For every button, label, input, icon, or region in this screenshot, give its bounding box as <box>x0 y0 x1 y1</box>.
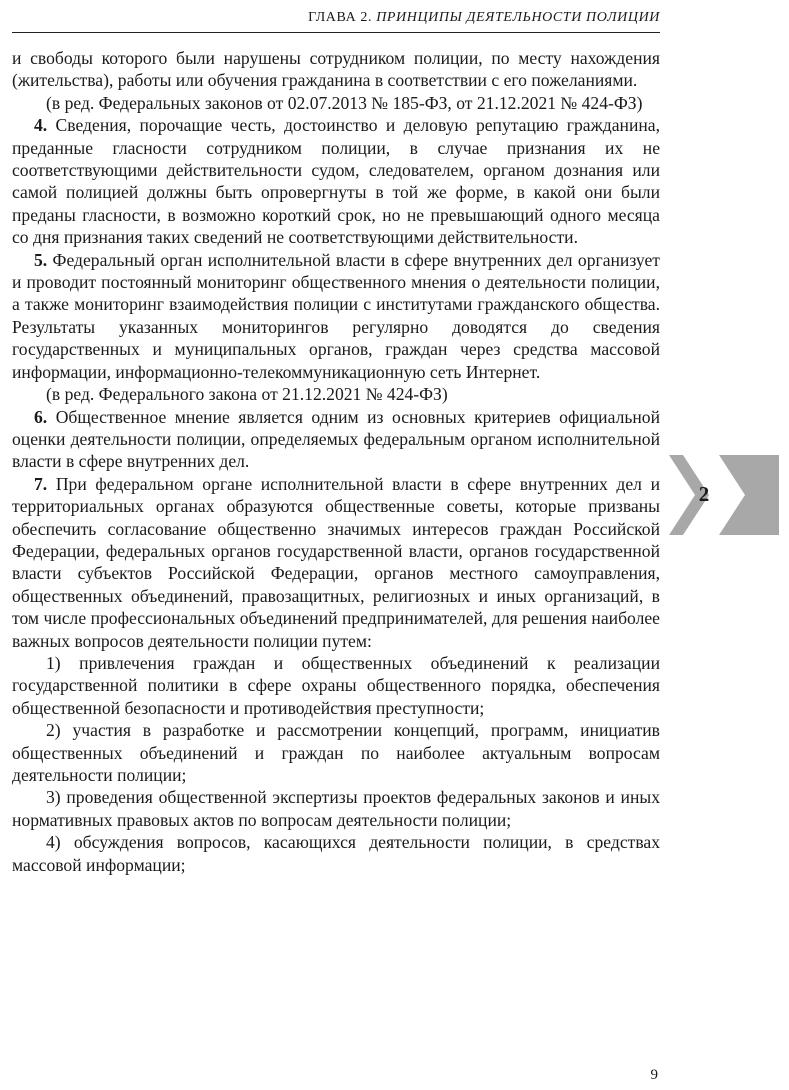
header-chapter: ГЛАВА 2. <box>308 10 373 25</box>
clause-5-text: Федеральный орган исполнительной власти в сфере внутренних дел организует и проводит постоянный мониторинг общественного мнения о деятельности полиции, а также мониторинг взаимодействия полиции с институтами гражданского общества. Результаты указанных мониторингов регулярно доводятся до сведения государственных и муниципальных органов, граждан через средства массовой информации, информационно-телекоммуникационную сеть Интернет. <box>12 249 660 382</box>
chapter-tab-block <box>719 455 779 535</box>
clause-4 <box>12 114 660 248</box>
list-item: 4) обсуждения вопросов, касающихся деятельности полиции, в средствах массовой информации; <box>12 832 660 875</box>
amendment-note: (в ред. Федеральных законов от 02.07.2013 № 185-ФЗ, от 21.12.2021 № 424-ФЗ) <box>46 92 643 113</box>
clause-6 <box>12 406 660 473</box>
clause-6-number: 6. <box>34 406 48 427</box>
clause-5-number: 5. <box>34 249 48 270</box>
list-item: 3) проведения общественной экспертизы проектов федеральных законов и иных нормативных правовых актов по вопросам деятельности полиции; <box>12 787 660 830</box>
clause-7-text: При федеральном органе исполнительной власти в сфере внутренних дел и территориальных органах образуются общественные советы, которые призваны обеспечить согласование общественно значимых интересов граждан Российской Федерации, федеральных органов государственной власти, органов государственной власти субъектов Российской Федерации, органов местного самоуправления, общественных объединений, правозащитных, религиозных и иных организаций, в том числе профессиональных объединений предпринимателей, для решения наиболее важных вопросов деятельности полиции путем: <box>12 473 660 651</box>
page-body <box>12 47 660 876</box>
clause-5 <box>12 249 660 383</box>
page-number: 9 <box>650 1067 658 1083</box>
paragraph-continuation: и свободы которого были нарушены сотрудником полиции, по месту нахождения (жительства), работы или обучения гражданина в соответствии с его пожеланиями. <box>12 48 660 91</box>
chapter-tab <box>669 455 779 535</box>
amendment-note: (в ред. Федерального закона от 21.12.2021 № 424-ФЗ) <box>46 384 448 405</box>
list-item: 2) участия в разработке и рассмотрении концепций, программ, инициатив общественных объединений и граждан по наиболее актуальным вопросам деятельности полиции; <box>12 720 660 785</box>
clause-4-number: 4. <box>34 115 48 136</box>
header-chapter-title: ПРИНЦИПЫ ДЕЯТЕЛЬНОСТИ ПОЛИЦИИ <box>376 10 660 25</box>
running-header <box>12 8 660 33</box>
chapter-tab-number: 2 <box>698 482 710 506</box>
clause-4-text: Сведения, порочащие честь, достоинство и деловую репутацию гражданина, преданные гласности сотрудником полиции, в случае признания их не соответствующими действительности судом, следователем, органом дознания или самой полицией должны быть опровергнуты в той же форме, в какой они были преданы гласности, в возможно короткий срок, но не превышающий одного месяца со дня признания таких сведений не соответствующими действительности. <box>12 115 660 248</box>
clause-7 <box>12 473 660 652</box>
clause-7-number: 7. <box>34 473 48 494</box>
list-item: 1) привлечения граждан и общественных объединений к реализации государственной политики в сфере охраны общественного порядка, обеспечения общественной безопасности и противодействия преступности; <box>12 652 660 718</box>
clause-6-text: Общественное мнение является одним из основных критериев официальной оценки деятельности полиции, определяемых федеральным органом исполнительной власти в сфере внутренних дел. <box>12 406 660 472</box>
